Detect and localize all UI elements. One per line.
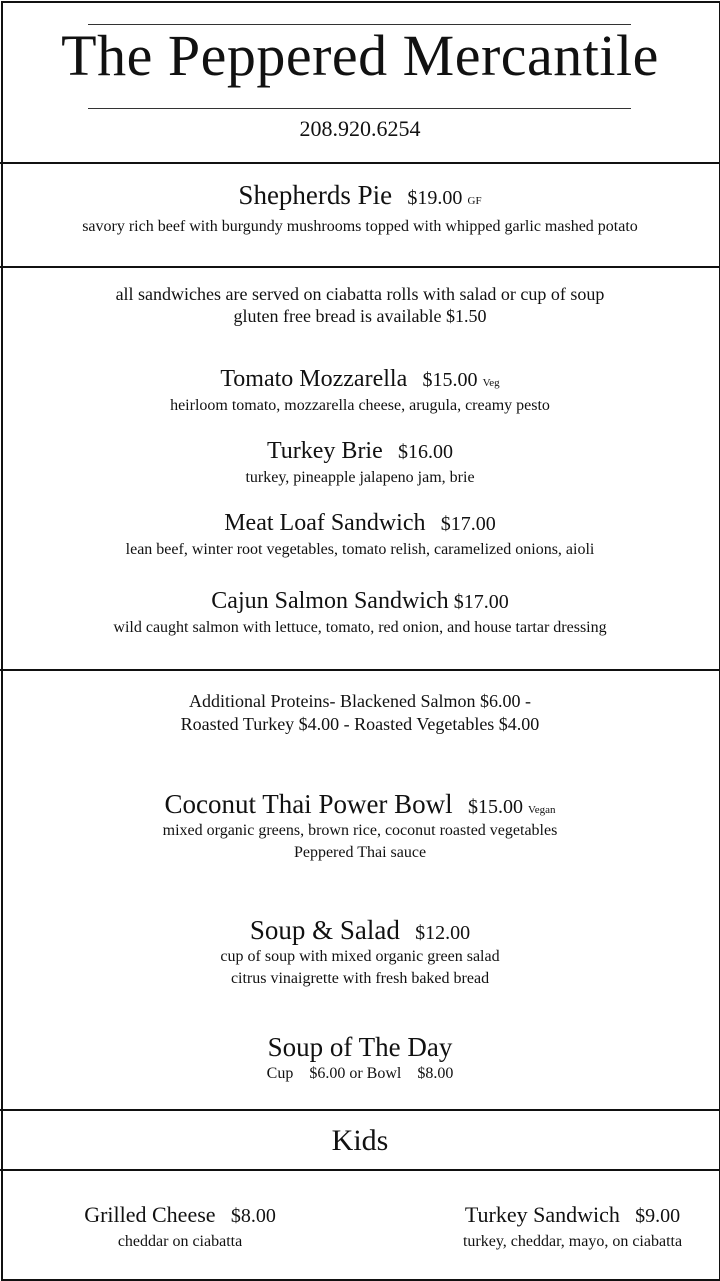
item-name: Soup & Salad — [249, 915, 400, 945]
menu-item — [0, 510, 720, 537]
item-price: $15.00 — [422, 369, 478, 391]
item-description: turkey, cheddar, mayo, on ciabatta — [462, 1233, 683, 1250]
item-description: turkey, pineapple jalapeno jam, brie — [245, 469, 475, 486]
section-divider — [0, 162, 720, 164]
menu-item — [0, 1032, 720, 1063]
menu-item — [0, 366, 720, 393]
additional-proteins: Roasted Turkey $4.00 - Roasted Vegetables $4.00 — [180, 714, 540, 734]
kids-item — [60, 1202, 300, 1251]
item-price: $17.00 — [440, 513, 496, 535]
section-divider — [0, 669, 720, 671]
item-price: $16.00 — [398, 441, 454, 463]
item-tag: GF — [467, 195, 482, 207]
kids-heading: Kids — [331, 1124, 389, 1157]
item-description: cup of soup with mixed organic green salad — [220, 948, 500, 965]
menu-item — [0, 438, 720, 465]
item-name: Tomato Mozzarella — [220, 366, 408, 392]
menu-item — [0, 789, 720, 820]
item-price: $12.00 — [415, 922, 471, 944]
item-description: Cup $6.00 or Bowl $8.00 — [266, 1065, 454, 1082]
item-name: Grilled Cheese — [84, 1202, 216, 1227]
item-name: Turkey Brie — [266, 438, 383, 464]
phone-number: 208.920.6254 — [299, 116, 421, 141]
kids-item — [445, 1202, 700, 1251]
item-name: Meat Loaf Sandwich — [224, 510, 426, 536]
item-price: $19.00 — [407, 187, 463, 209]
item-description: cheddar on ciabatta — [117, 1233, 243, 1250]
item-name: Soup of The Day — [267, 1032, 453, 1062]
item-price: $17.00 — [453, 591, 509, 613]
title-rule-bottom — [88, 108, 631, 109]
restaurant-title: The Peppered Mercantile — [61, 23, 659, 88]
menu-item-special — [0, 180, 720, 211]
item-tag: Veg — [482, 377, 500, 389]
section-divider — [0, 266, 720, 268]
item-description: citrus vinaigrette with fresh baked bread — [230, 970, 490, 987]
sandwich-note: all sandwiches are served on ciabatta rolls with salad or cup of soup — [115, 284, 605, 304]
item-description: heirloom tomato, mozzarella cheese, arugula, creamy pesto — [170, 397, 550, 414]
item-description: Peppered Thai sauce — [293, 844, 427, 861]
item-description: lean beef, winter root vegetables, tomato relish, caramelized onions, aioli — [125, 541, 595, 558]
item-price: $9.00 — [635, 1205, 681, 1227]
item-name: Turkey Sandwich — [464, 1202, 620, 1227]
section-divider — [0, 1169, 720, 1171]
menu-item — [0, 588, 720, 615]
item-tag: Vegan — [528, 804, 556, 816]
item-price: $15.00 — [467, 796, 523, 818]
section-divider — [0, 1109, 720, 1111]
item-description: wild caught salmon with lettuce, tomato, red onion, and house tartar dressing — [113, 619, 607, 636]
item-description: savory rich beef with burgundy mushrooms topped with whipped garlic mashed potato — [82, 218, 638, 235]
item-name: Coconut Thai Power Bowl — [164, 789, 453, 819]
item-name: Cajun Salmon Sandwich — [211, 588, 449, 614]
item-name: Shepherds Pie — [238, 180, 393, 210]
menu-item — [0, 915, 720, 946]
item-description: mixed organic greens, brown rice, coconut roasted vegetables — [162, 822, 558, 839]
item-price: $8.00 — [230, 1205, 276, 1227]
additional-proteins: Additional Proteins- Blackened Salmon $6.00 - — [189, 691, 531, 711]
gluten-free-note: gluten free bread is available $1.50 — [233, 306, 487, 326]
